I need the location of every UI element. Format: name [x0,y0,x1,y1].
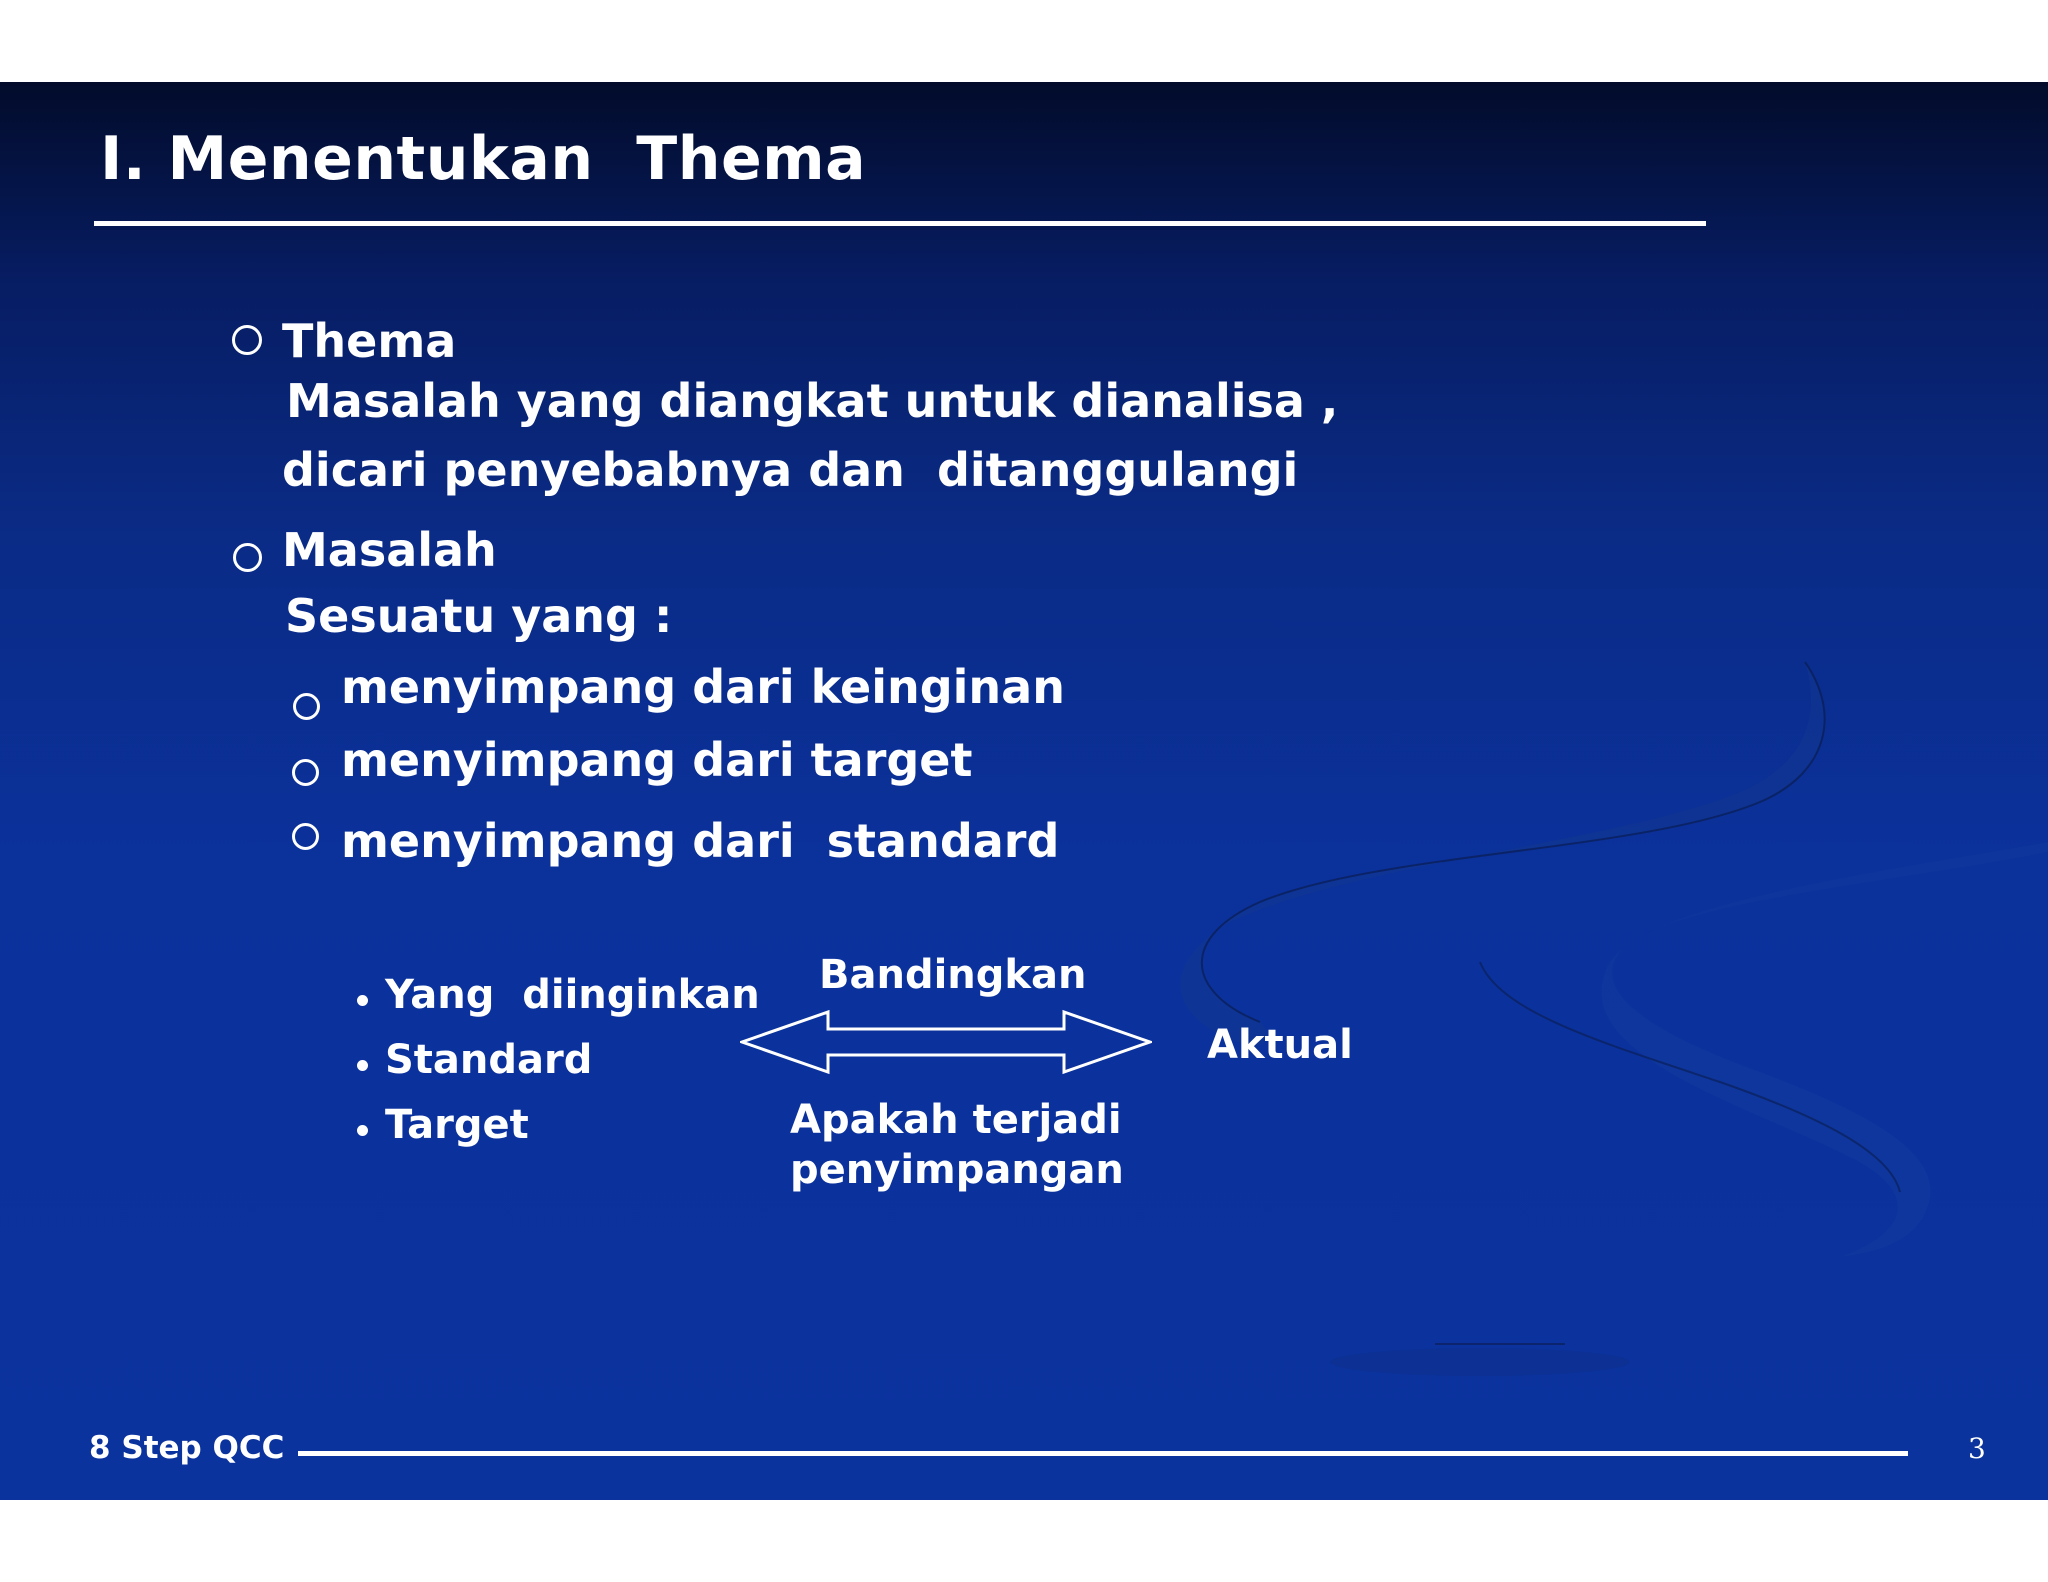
arrow-bottom-line-1: Apakah terjadi [790,1097,1122,1143]
arrow-top-label: Bandingkan [819,952,1087,998]
masalah-item-2: menyimpang dari target [341,733,973,787]
circle-bullet-icon [233,543,262,572]
circle-bullet-icon [292,823,319,850]
thema-line-2: dicari penyebabnya dan ditanggulangi [282,443,1299,497]
thema-line-1: Masalah yang diangkat untuk dianalisa , [286,374,1339,428]
section-heading-thema: Thema [282,314,457,368]
arrow-bottom-line-2: penyimpangan [790,1147,1124,1193]
bullet-dot-icon [357,1125,368,1136]
actual-label: Aktual [1207,1022,1353,1068]
decorative-swoosh [0,82,2048,1500]
circle-bullet-icon [292,759,319,786]
compare-item-desired: Yang diinginkan [385,972,760,1018]
page-number: 3 [1968,1432,1986,1465]
circle-bullet-icon [232,325,262,355]
section-heading-masalah: Masalah [282,523,497,577]
compare-item-target: Target [385,1102,529,1148]
slide-title: I. Menentukan Thema [100,124,867,194]
footer-label: 8 Step QCC [89,1430,285,1466]
double-arrow-icon [740,1007,1152,1077]
masalah-item-3: menyimpang dari standard [341,814,1060,868]
masalah-intro: Sesuatu yang : [285,589,673,643]
masalah-item-1: menyimpang dari keinginan [341,660,1065,714]
bullet-dot-icon [357,1060,368,1071]
footer-rule [298,1451,1908,1456]
compare-item-standard: Standard [385,1037,593,1083]
bullet-dot-icon [357,995,368,1006]
slide [0,82,2048,1500]
circle-bullet-icon [293,693,320,720]
title-underline [94,221,1706,226]
